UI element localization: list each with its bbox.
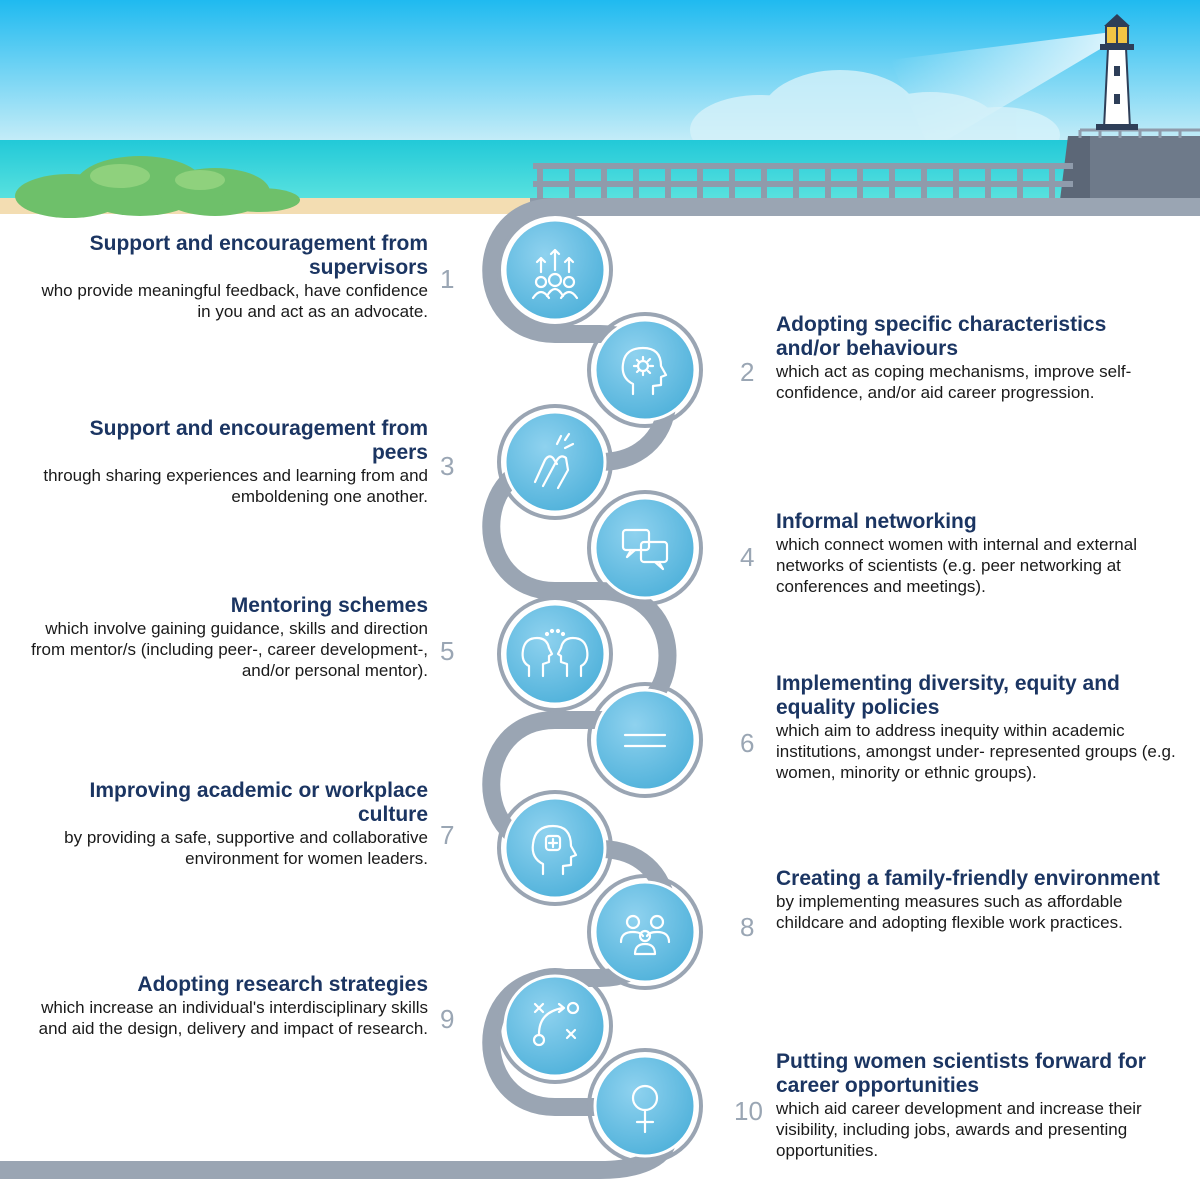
step-number-2: 2 <box>740 357 755 387</box>
step-number-5: 5 <box>440 636 455 666</box>
step-8 <box>776 867 1176 933</box>
step-description: which aid career development and increase their visibility, including jobs, awards and presenting opportunities. <box>776 1099 1142 1160</box>
step-5 <box>28 594 428 681</box>
step-number-10: 10 <box>734 1096 763 1126</box>
step-title: Informal networking <box>776 510 977 533</box>
step-title: Mentoring schemes <box>230 594 428 617</box>
step-circle-7 <box>505 798 605 898</box>
step-description: by implementing measures such as affordable childcare and adopting flexible work practices. <box>776 892 1123 932</box>
step-circle-4 <box>595 498 695 598</box>
step-2 <box>776 313 1176 403</box>
step-1 <box>28 232 428 322</box>
step-7 <box>28 779 428 869</box>
step-circle-5 <box>505 604 605 704</box>
step-description: who provide meaningful feedback, have confidence in you and act as an advocate. <box>41 281 428 321</box>
step-description: through sharing experiences and learning from and emboldening one another. <box>43 466 428 506</box>
step-title: Creating a family-friendly environment <box>776 867 1160 890</box>
step-description: which involve gaining guidance, skills and direction from mentor/s (including peer-, career development-, and/or personal mentor). <box>31 619 428 680</box>
step-description: which connect women with internal and external networks of scientists (e.g. peer networking at conferences and meetings). <box>776 535 1137 596</box>
step-number-6: 6 <box>740 728 755 758</box>
step-description: which aim to address inequity within academic institutions, amongst under- represented groups (e.g. women, minority or ethnic groups). <box>776 721 1176 782</box>
step-number-9: 9 <box>440 1004 455 1034</box>
step-title: Support and encouragement from peers <box>89 417 428 464</box>
step-description: which act as coping mechanisms, improve self-confidence, and/or aid career progression. <box>776 362 1132 402</box>
step-circle-9 <box>505 976 605 1076</box>
step-10 <box>776 1050 1176 1161</box>
step-title: Support and encouragement from supervisors <box>89 232 428 279</box>
step-number-4: 4 <box>740 542 755 572</box>
step-title: Putting women scientists forward for career opportunities <box>776 1050 1146 1097</box>
step-number-1: 1 <box>440 264 455 294</box>
step-title: Implementing diversity, equity and equality policies <box>776 672 1120 719</box>
step-6 <box>776 672 1176 783</box>
step-title: Adopting specific characteristics and/or behaviours <box>776 313 1107 360</box>
step-description: which increase an individual's interdisciplinary skills and aid the design, delivery and impact of research. <box>38 998 428 1038</box>
step-3 <box>28 417 428 507</box>
step-title: Improving academic or workplace culture <box>89 779 428 826</box>
step-circle-10 <box>595 1056 695 1156</box>
step-number-8: 8 <box>740 912 755 942</box>
step-number-7: 7 <box>440 820 455 850</box>
step-circle-6 <box>595 690 695 790</box>
step-description: by providing a safe, supportive and collaborative environment for women leaders. <box>64 828 428 868</box>
step-number-3: 3 <box>440 451 455 481</box>
step-4 <box>776 510 1176 597</box>
step-9 <box>28 973 428 1039</box>
step-title: Adopting research strategies <box>137 973 428 996</box>
